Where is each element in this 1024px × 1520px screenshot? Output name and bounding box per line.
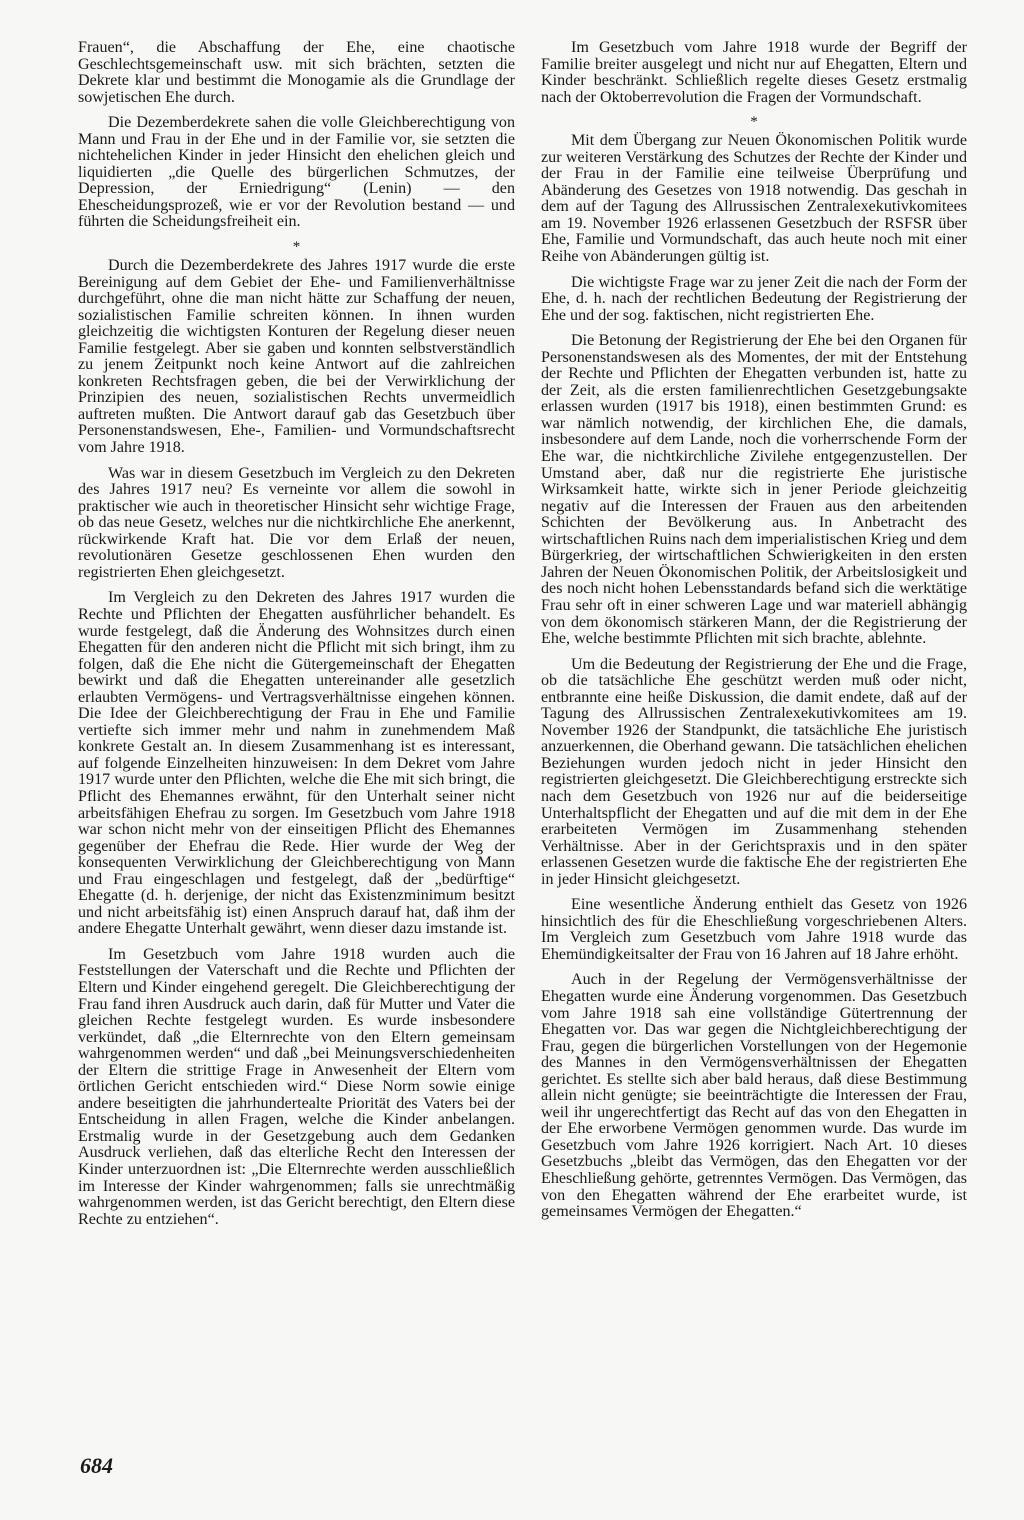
paragraph: Im Vergleich zu den Dekreten des Jahres 1917 wurden die Rechte und Pflichten der Ehegatten ausführlicher behandelt. Es wurde festgelegt, daß die Änderung des Wohnsitzes durch einen Ehegatten für den anderen nicht die Pflicht mit sich bringt, ihm zu folgen, daß die Ehe nicht die Gütergemeinschaft der Ehegatten bewirkt und daß die Ehegatten untereinander alle gesetzlich erlaubten Vermögens- und Vertragsverhältnisse eingehen können. Die Idee der Gleichberechtigung der Frau in Ehe und Familie vertiefte sich immer mehr und nahm in zunehmendem Maß konkrete Gestalt an. In diesem Zusammenhang ist es interessant, auf folgende Einzelheiten hinzuweisen: In dem Dekret vom Jahre 1917 wurde unter den Pflichten, welche die Ehe mit sich bringt, die Pflicht des Ehemannes erwähnt, für den Unterhalt seiner nicht arbeitsfähigen Ehefrau zu sorgen. Im Gesetzbuch vom Jahre 1918 war schon nicht mehr von der einseitigen Pflicht des Ehemannes gegenüber der Ehefrau die Rede. Hier wurde der Weg der konsequenten Verwirklichung der Gleichberechtigung von Mann und Frau eingeschlagen und festgelegt, daß der „bedürftige“ Ehegatte (d. h. derjenige, der nicht das Existenzminimum besitzt und nicht arbeitsfähig ist) einen Anspruch darauf hat, daß ihm der andere Ehegatte Unterhalt gewährt, wenn dieser dazu imstande ist. <box>78 589 515 938</box>
paragraph: Im Gesetzbuch vom Jahre 1918 wurden auch die Feststellungen der Vaterschaft und die Rechte und Pflichten der Eltern und Kinder eingehend geregelt. Die Gleichberechtigung der Frau fand ihren Ausdruck auch darin, daß für Mutter und Vater die gleichen Rechte festgelegt wurden. Es wurde insbesondere verkündet, daß „die Elternrechte von den Eltern gemeinsam wahrgenommen werden“ und daß „bei Meinungsverschiedenheiten der Eltern die strittige Frage in Anwesenheit der Eltern vom örtlichen Gericht entschieden wird.“ Diese Norm sowie einige andere beseitigten die jahrhundertealte Priorität des Vaters bei der Entscheidung in allen Fragen, welche die Kinder anbelangen. Erstmalig wurde in der Gesetzgebung auch dem Gedanken Ausdruck verliehen, daß das elterliche Recht den Interessen der Kinder unterzuordnen ist: „Die Elternrechte werden ausschließlich im Interesse der Kinder wahrgenommen; falls sie unrechtmäßig wahrgenommen werden, ist das Gericht berechtigt, den Eltern diese Rechte zu entziehen“. <box>78 945 515 1228</box>
paragraph: Auch in der Regelung der Vermögensverhältnisse der Ehegatten wurde eine Änderung vorgenommen. Das Gesetzbuch vom Jahre 1918 sah eine vollständige Gütertrennung der Ehegatten vor. Das war gegen die Nichtgleichberechtigung der Frau, gegen die bürgerlichen Vorstellungen von der Hegemonie des Mannes in den Vermögensverhältnissen der Ehegatten gerichtet. Es stellte sich aber bald heraus, daß diese Bestimmung allein nicht genügte; sie beeinträchtigte die Interessen der Frau, weil ihr ungerechtfertigt das Recht auf das von den Ehegatten in der Ehe erworbene Vermögen genommen wurde. Das wurde im Gesetzbuch vom Jahre 1926 korrigiert. Nach Art. 10 dieses Gesetzbuchs „bleibt das Vermögen, das den Ehegatten vor der Eheschließung gehörte, getrenntes Vermögen. Das Vermögen, das von den Ehegatten während der Ehe erarbeitet wurde, ist gemeinsames Vermögen der Ehegatten.“ <box>541 971 967 1221</box>
paragraph: Eine wesentliche Änderung enthielt das Gesetz von 1926 hinsichtlich des für die Eheschließung vorgeschriebenen Alters. Im Vergleich zum Gesetzbuch vom Jahre 1918 wurde das Ehemündigkeitsalter der Frau von 16 Jahren auf 18 Jahre erhöht. <box>541 896 967 963</box>
paragraph: Frauen“, die Abschaffung der Ehe, eine chaotische Geschlechtsgemeinschaft usw. mit sich brächten, setzten die Dekrete klar und bestimmt die Monogamie als die Grundlage der sowjetischen Ehe durch. <box>78 39 515 106</box>
left-column <box>78 40 515 1237</box>
paragraph: Die Betonung der Registrierung der Ehe bei den Organen für Personenstandswesen als des Momentes, der mit der Entstehung der Rechte und Pflichten der Ehegatten verbunden ist, hatte zu der Zeit, als die ersten familienrechtlichen Gesetzgebungsakte erlassen wurden (1917 bis 1918), einen bestimmten Grund: es war nämlich notwendig, der kirchlichen Ehe, die damals, insbesondere auf dem Lande, noch die vorherrschende Form der Ehe war, die nichtkirchliche Zivilehe entgegenzustellen. Der Umstand aber, daß nur die registrierte Ehe juristische Wirksamkeit hatte, wirkte sich in jener Periode gleichzeitig negativ auf die Interessen der Frauen aus den arbeitenden Schichten der Bevölkerung aus. In Anbetracht des wirtschaftlichen Ruins nach dem imperialistischen Krieg und dem Bürgerkrieg, der wirtschaftlichen Schwierigkeiten in den ersten Jahren der Neuen Ökonomischen Politik, der Arbeitslosigkeit und des noch nicht hohen Lebensstandards befand sich die werktätige Frau sehr oft in einer schweren Lage und war materiell abhängig von dem ökonomisch stärkeren Mann, der die Registrierung der Ehe, welche bestimmte Pflichten mit sich brachte, ablehnte. <box>541 332 967 648</box>
paragraph: Mit dem Übergang zur Neuen Ökonomischen Politik wurde zur weiteren Verstärkung des Schutzes der Rechte der Kinder und der Frau in der Familie eine teilweise Überprüfung und Abänderung des Gesetzes von 1918 notwendig. Das geschah in dem auf der Tagung des Allrussischen Zentralexekutivkomitees am 19. November 1926 erlassenen Gesetzbuch der RSFSR über Ehe, Familie und Vormundschaft, das auch heute noch mit einer Reihe von Abänderungen gültig ist. <box>541 132 967 266</box>
page-number: 684 <box>80 1453 113 1478</box>
paragraph: Was war in diesem Gesetzbuch im Vergleich zu den Dekreten des Jahres 1917 neu? Es verneinte vor allem die sowohl in praktischer wie auch in theoretischer Hinsicht sehr wichtige Frage, ob das neue Gesetz, welches nur die nichtkirchliche Ehe anerkennt, rückwirkende Kraft hat. Die vor dem Erlaß der neuen, revolutionären Gesetze geschlossenen Ehen wurden den registrierten Ehen gleichgesetzt. <box>78 464 515 581</box>
paragraph: Die wichtigste Frage war zu jener Zeit die nach der Form der Ehe, d. h. nach der rechtlichen Bedeutung der Registrierung der Ehe und der sog. faktischen, nicht registrierten Ehe. <box>541 273 967 324</box>
paragraph: Die Dezemberdekrete sahen die volle Gleichberechtigung von Mann und Frau in der Ehe und in der Familie vor, sie setzten die nichtehelichen Kinder in jeder Hinsicht den ehelichen gleich und liquidierten „die Quelle des bürgerlichen Schmutzes, der Depression, der Erniedrigung“ (Lenin) — den Ehescheidungsprozeß, wie er vor der Revolution bestand — und führten die Scheidungsfreiheit ein. <box>78 114 515 231</box>
section-separator: * <box>292 239 301 256</box>
paragraph: Um die Bedeutung der Registrierung der Ehe und die Frage, ob die tatsächliche Ehe geschützt werden muß oder nicht, entbrannte eine heiße Diskussion, die damit endete, daß auf der Tagung des Allrussischen Zentralexekutivkomitees am 19. November 1926 der Standpunkt, die tatsächliche Ehe juristisch anzuerkennen, die Oberhand gewann. Die tatsächlichen ehelichen Beziehungen wurden jedoch nicht in jeder Hinsicht den registrierten gleichgesetzt. Die Gleichberechtigung erstreckte sich nach dem Gesetzbuch von 1926 nur auf die beiderseitige Unterhaltspflicht der Ehegatten und auf die mit dem in der Ehe erarbeiteten Vermögen im Zusammenhang stehenden Verhältnisse. Aber in der Gerichtspraxis und in den später erlassenen Gesetzen wurde die faktische Ehe der registrierten Ehe in jeder Hinsicht gleichgesetzt. <box>541 655 967 888</box>
section-separator: * <box>750 114 758 131</box>
paragraph: Durch die Dezemberdekrete des Jahres 1917 wurde die erste Bereinigung auf dem Gebiet der Ehe- und Familienverhältnisse durchgeführt, ohne die man nicht hätte zur Schaffung der neuen, sozialistischen Familie schreiten können. In ihnen wurden gleichzeitig die wichtigsten Konturen der Regelung dieser neuen Familie festgelegt. Aber sie gaben und konnten selbstverständlich zu jenem Zeitpunkt noch keine Antwort auf die zahlreichen konkreten Rechtsfragen geben, die bei der Verwirklichung der Prinzipien des neuen, sozialistischen Rechts unvermeidlich auftreten mußten. Die Antwort darauf gab das Gesetzbuch über Personenstandswesen, Ehe-, Familien- und Vormundschaftsrecht vom Jahre 1918. <box>78 257 515 457</box>
paragraph: Im Gesetzbuch vom Jahre 1918 wurde der Begriff der Familie breiter ausgelegt und nicht nur auf Ehegatten, Eltern und Kinder beschränkt. Schließlich regelte dieses Gesetz erstmalig nach der Oktoberrevolution die Fragen der Vormundschaft. <box>541 39 967 106</box>
right-column <box>541 40 967 1230</box>
